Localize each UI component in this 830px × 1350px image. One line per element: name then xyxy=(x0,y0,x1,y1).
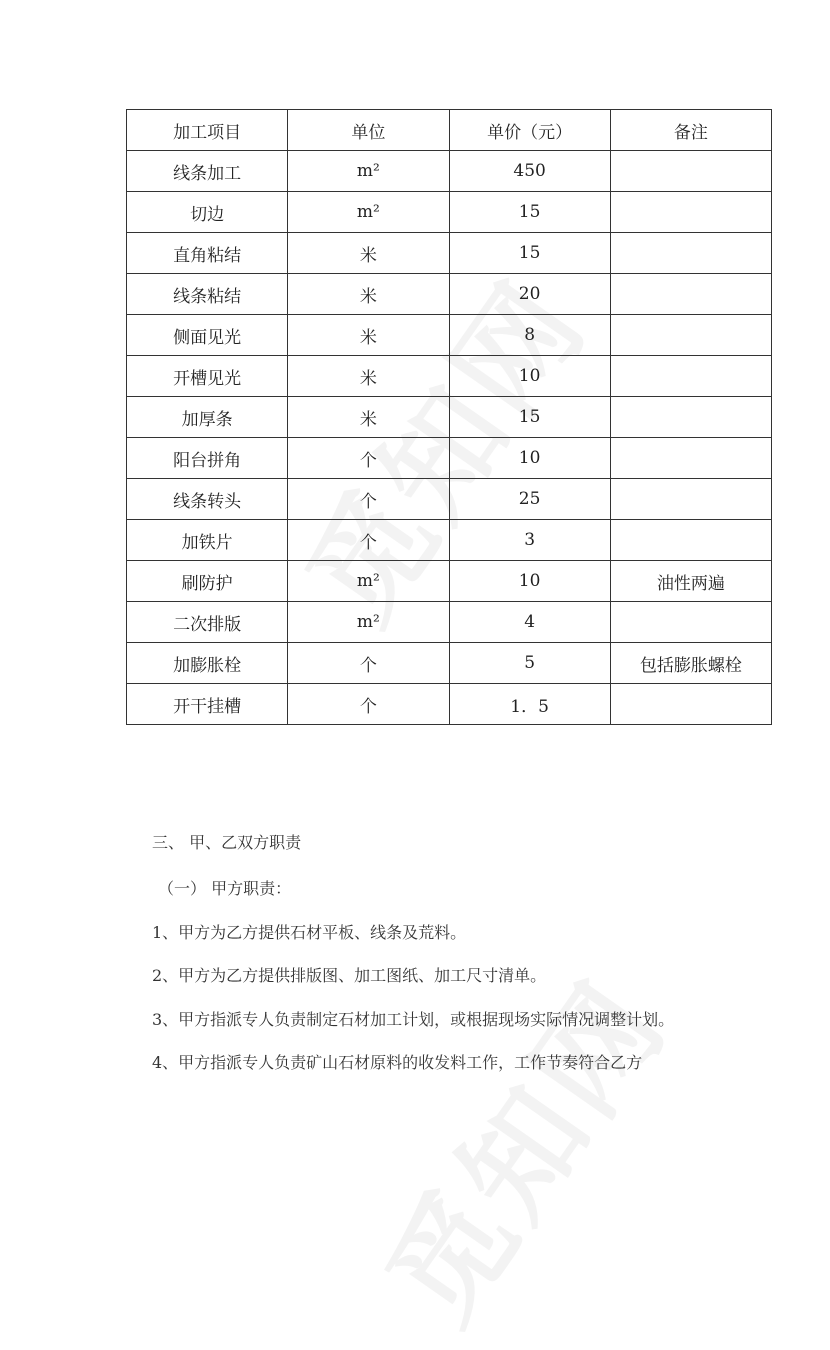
cell-item: 线条转头 xyxy=(127,479,288,520)
cell-item: 刷防护 xyxy=(127,561,288,602)
cell-unit: 米 xyxy=(288,274,449,315)
cell-unit: 个 xyxy=(288,684,449,725)
table-row xyxy=(127,315,772,356)
cell-item: 直角粘结 xyxy=(127,233,288,274)
cell-item: 切边 xyxy=(127,192,288,233)
duty-item: 2、甲方为乙方提供排版图、加工图纸、加工尺寸清单。 xyxy=(152,966,547,985)
table-row xyxy=(127,479,772,520)
cell-item: 开槽见光 xyxy=(127,356,288,397)
cell-remark xyxy=(610,356,771,397)
header-unit: 单位 xyxy=(288,110,449,151)
cell-unit: 个 xyxy=(288,479,449,520)
cell-remark xyxy=(610,233,771,274)
cell-remark xyxy=(610,479,771,520)
cell-unit: 米 xyxy=(288,315,449,356)
cell-item: 加膨胀栓 xyxy=(127,643,288,684)
duty-item: 3、甲方指派专人负责制定石材加工计划，或根据现场实际情况调整计划。 xyxy=(152,1010,675,1029)
table-row xyxy=(127,684,772,725)
table-row xyxy=(127,438,772,479)
cell-unit: 米 xyxy=(288,397,449,438)
cell-price: 15 xyxy=(449,397,610,438)
cell-unit: 个 xyxy=(288,643,449,684)
section-title: 三、 甲、乙双方职责 xyxy=(152,833,302,852)
cell-remark: 包括膨胀螺栓 xyxy=(610,643,771,684)
table-row xyxy=(127,233,772,274)
cell-remark xyxy=(610,520,771,561)
cell-price: 20 xyxy=(449,274,610,315)
cell-item: 二次排版 xyxy=(127,602,288,643)
cell-unit: 个 xyxy=(288,438,449,479)
cell-price: 3 xyxy=(449,520,610,561)
table-row xyxy=(127,397,772,438)
table-row xyxy=(127,602,772,643)
cell-price: 10 xyxy=(449,356,610,397)
cell-remark xyxy=(610,684,771,725)
cell-unit: m² xyxy=(288,151,449,192)
cell-item: 加厚条 xyxy=(127,397,288,438)
cell-remark xyxy=(610,315,771,356)
cell-item: 线条粘结 xyxy=(127,274,288,315)
table-row xyxy=(127,274,772,315)
table-row xyxy=(127,643,772,684)
table-header-row xyxy=(127,110,772,151)
cell-unit: m² xyxy=(288,602,449,643)
cell-price: 1．5 xyxy=(449,684,610,725)
table-row xyxy=(127,192,772,233)
cell-remark xyxy=(610,438,771,479)
cell-remark xyxy=(610,151,771,192)
cell-remark xyxy=(610,192,771,233)
cell-price: 10 xyxy=(449,561,610,602)
cell-price: 25 xyxy=(449,479,610,520)
table-row xyxy=(127,151,772,192)
cell-item: 阳台拼角 xyxy=(127,438,288,479)
watermark xyxy=(340,942,698,1350)
cell-price: 15 xyxy=(449,192,610,233)
cell-unit: 米 xyxy=(288,356,449,397)
table-row xyxy=(127,561,772,602)
cell-item: 侧面见光 xyxy=(127,315,288,356)
cell-remark xyxy=(610,397,771,438)
table-row xyxy=(127,356,772,397)
cell-price: 5 xyxy=(449,643,610,684)
duty-item: 1、甲方为乙方提供石材平板、线条及荒料。 xyxy=(152,923,467,942)
cell-unit: 米 xyxy=(288,233,449,274)
cell-item: 开干挂槽 xyxy=(127,684,288,725)
cell-remark xyxy=(610,274,771,315)
cell-price: 15 xyxy=(449,233,610,274)
cell-item: 加铁片 xyxy=(127,520,288,561)
section-subtitle: （一） 甲方职责： xyxy=(158,879,292,898)
cell-price: 10 xyxy=(449,438,610,479)
table-row xyxy=(127,520,772,561)
header-item: 加工项目 xyxy=(127,110,288,151)
cell-item: 线条加工 xyxy=(127,151,288,192)
header-remark: 备注 xyxy=(610,110,771,151)
cell-price: 450 xyxy=(449,151,610,192)
header-price: 单价（元） xyxy=(449,110,610,151)
duty-item: 4、甲方指派专人负责矿山石材原料的收发料工作，工作节奏符合乙方 xyxy=(152,1053,643,1072)
cell-unit: m² xyxy=(288,192,449,233)
cell-unit: 个 xyxy=(288,520,449,561)
cell-remark xyxy=(610,602,771,643)
processing-price-table xyxy=(126,109,772,725)
cell-price: 4 xyxy=(449,602,610,643)
cell-remark: 油性两遍 xyxy=(610,561,771,602)
cell-unit: m² xyxy=(288,561,449,602)
cell-price: 8 xyxy=(449,315,610,356)
